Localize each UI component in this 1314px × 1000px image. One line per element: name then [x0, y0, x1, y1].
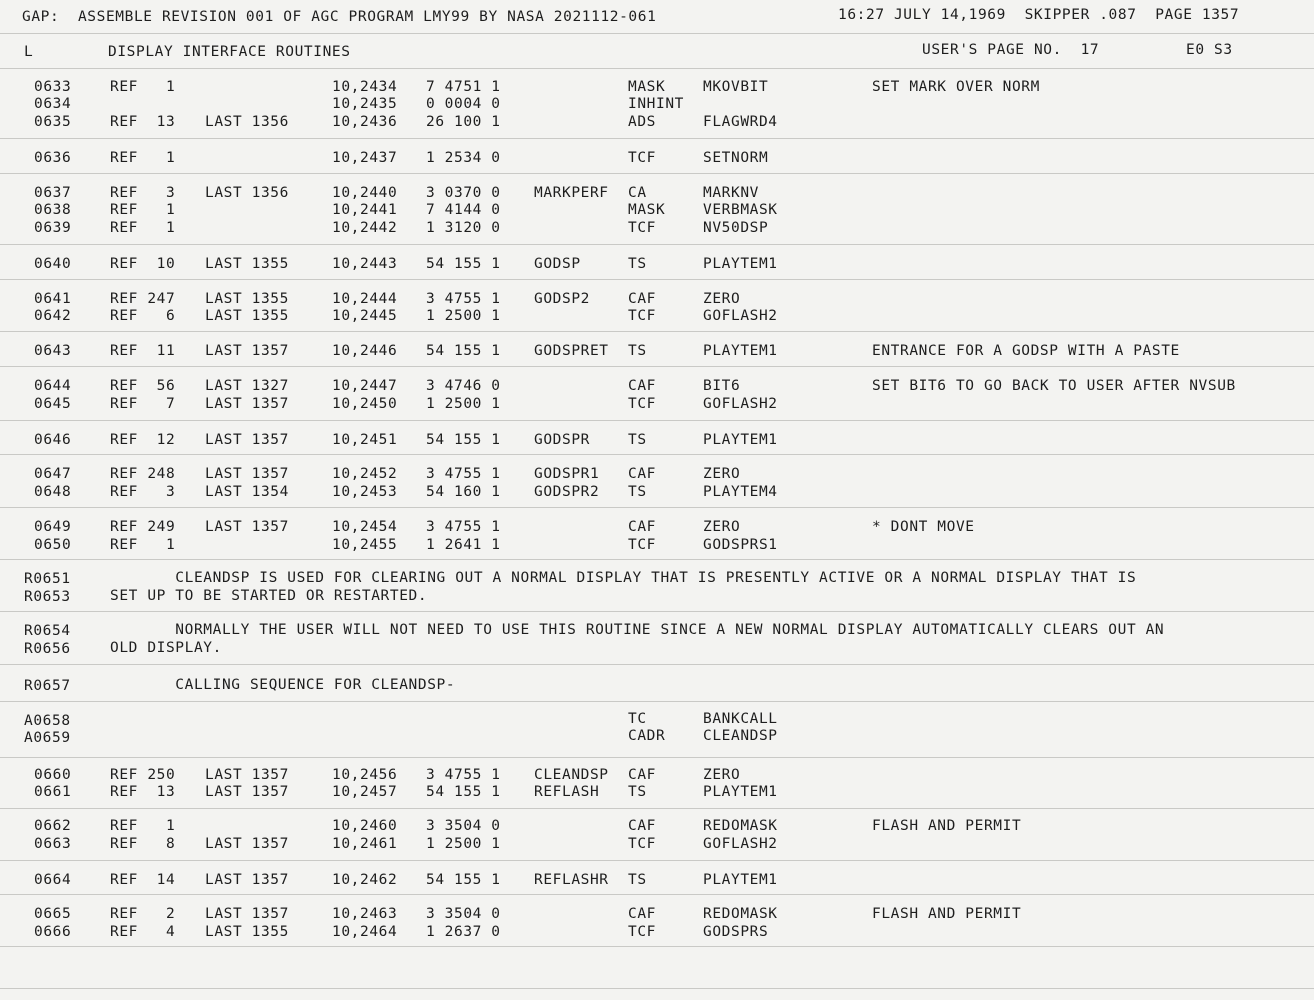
line-addr: 10,2435 — [332, 96, 398, 112]
divider — [0, 33, 1314, 34]
line-comment: * DONT MOVE — [872, 519, 975, 535]
line-last: LAST 1355 — [205, 291, 289, 307]
remark-number: R0653 — [24, 589, 71, 605]
line-operand: PLAYTEM1 — [703, 784, 778, 800]
line-addr: 10,2462 — [332, 872, 398, 888]
line-ref: REF 3 — [110, 484, 176, 500]
line-word: 7 4751 1 — [426, 79, 501, 95]
divider — [0, 331, 1314, 332]
line-last: LAST 1355 — [205, 308, 289, 324]
divider — [0, 559, 1314, 560]
line-operand: PLAYTEM1 — [703, 872, 778, 888]
line-addr: 10,2440 — [332, 185, 398, 201]
line-ref: REF 1 — [110, 150, 176, 166]
line-addr: 10,2461 — [332, 836, 398, 852]
line-num: 0633 — [34, 79, 72, 95]
line-num: 0639 — [34, 220, 72, 236]
line-num: 0647 — [34, 466, 72, 482]
line-num: 0662 — [34, 818, 72, 834]
line-operand: ZERO — [703, 767, 741, 783]
line-ref: REF 11 — [110, 343, 176, 359]
line-word: 1 3120 0 — [426, 220, 501, 236]
line-ref: REF 1 — [110, 537, 176, 553]
line-word: 3 3504 0 — [426, 906, 501, 922]
line-op: ADS — [628, 114, 656, 130]
line-num: 0649 — [34, 519, 72, 535]
line-num: 0645 — [34, 396, 72, 412]
line-op: CA — [628, 185, 647, 201]
remark-number: R0651 — [24, 571, 71, 587]
call-operand: BANKCALL — [703, 711, 778, 727]
remark-number: R0654 — [24, 623, 71, 639]
line-word: 3 4755 1 — [426, 767, 501, 783]
line-operand: PLAYTEM4 — [703, 484, 778, 500]
section-code: E0 S3 — [1186, 42, 1233, 58]
call-number: A0659 — [24, 730, 71, 746]
line-word: 1 2500 1 — [426, 308, 501, 324]
line-label: GODSP2 — [534, 291, 590, 307]
line-addr: 10,2453 — [332, 484, 398, 500]
divider — [0, 420, 1314, 421]
line-operand: GODSPRS1 — [703, 537, 778, 553]
line-operand: FLAGWRD4 — [703, 114, 778, 130]
line-ref: REF 12 — [110, 432, 176, 448]
line-label: GODSPR1 — [534, 466, 600, 482]
line-num: 0664 — [34, 872, 72, 888]
line-word: 54 155 1 — [426, 872, 501, 888]
line-word: 54 155 1 — [426, 432, 501, 448]
line-label: GODSPR2 — [534, 484, 600, 500]
line-op: CAF — [628, 519, 656, 535]
line-ref: REF 248 — [110, 466, 176, 482]
section-marker: L — [24, 44, 34, 60]
line-word: 3 3504 0 — [426, 818, 501, 834]
line-op: TS — [628, 872, 647, 888]
line-op: TS — [628, 484, 647, 500]
line-op: TCF — [628, 220, 656, 236]
line-ref: REF 4 — [110, 924, 176, 940]
divider — [0, 279, 1314, 280]
line-operand: GOFLASH2 — [703, 308, 778, 324]
line-op: CAF — [628, 818, 656, 834]
line-word: 3 4746 0 — [426, 378, 501, 394]
divider — [0, 138, 1314, 139]
line-ref: REF 249 — [110, 519, 176, 535]
line-comment: SET BIT6 TO GO BACK TO USER AFTER NVSUB — [872, 378, 1236, 394]
line-operand: REDOMASK — [703, 818, 778, 834]
divider — [0, 701, 1314, 702]
line-last: LAST 1357 — [205, 836, 289, 852]
line-label: REFLASH — [534, 784, 600, 800]
line-addr: 10,2447 — [332, 378, 398, 394]
line-addr: 10,2434 — [332, 79, 398, 95]
line-op: TS — [628, 343, 647, 359]
line-ref: REF 13 — [110, 114, 176, 130]
line-label: GODSPR — [534, 432, 590, 448]
line-word: 3 0370 0 — [426, 185, 501, 201]
user-page-number: USER'S PAGE NO. 17 — [922, 42, 1100, 58]
line-label: GODSPRET — [534, 343, 609, 359]
line-op: TCF — [628, 537, 656, 553]
line-operand: SETNORM — [703, 150, 769, 166]
line-op: MASK — [628, 79, 666, 95]
line-operand: ZERO — [703, 466, 741, 482]
remark-text: CLEANDSP IS USED FOR CLEARING OUT A NORMAL DISPLAY THAT IS PRESENTLY ACTIVE OR A NORMAL DISPLAY THAT IS — [110, 570, 1137, 586]
line-comment: FLASH AND PERMIT — [872, 906, 1022, 922]
divider — [0, 366, 1314, 367]
line-num: 0646 — [34, 432, 72, 448]
line-last: LAST 1327 — [205, 378, 289, 394]
divider — [0, 611, 1314, 612]
line-ref: REF 250 — [110, 767, 176, 783]
line-addr: 10,2456 — [332, 767, 398, 783]
call-op: TC — [628, 711, 647, 727]
line-ref: REF 1 — [110, 202, 176, 218]
line-word: 54 160 1 — [426, 484, 501, 500]
line-num: 0636 — [34, 150, 72, 166]
line-ref: REF 14 — [110, 872, 176, 888]
line-last: LAST 1357 — [205, 343, 289, 359]
line-operand: MKOVBIT — [703, 79, 769, 95]
line-operand: PLAYTEM1 — [703, 256, 778, 272]
line-operand: PLAYTEM1 — [703, 432, 778, 448]
line-addr: 10,2454 — [332, 519, 398, 535]
line-op: TS — [628, 256, 647, 272]
line-label: MARKPERF — [534, 185, 609, 201]
line-op: CAF — [628, 906, 656, 922]
line-operand: GODSPRS — [703, 924, 769, 940]
line-ref: REF 7 — [110, 396, 176, 412]
line-op: MASK — [628, 202, 666, 218]
line-op: TCF — [628, 150, 656, 166]
line-ref: REF 1 — [110, 79, 176, 95]
line-num: 0650 — [34, 537, 72, 553]
line-last: LAST 1357 — [205, 396, 289, 412]
line-last: LAST 1355 — [205, 256, 289, 272]
remark-text: OLD DISPLAY. — [110, 640, 222, 656]
divider — [0, 68, 1314, 69]
line-op: CAF — [628, 378, 656, 394]
line-op: CAF — [628, 466, 656, 482]
line-word: 54 155 1 — [426, 256, 501, 272]
remark-text: SET UP TO BE STARTED OR RESTARTED. — [110, 588, 428, 604]
line-num: 0642 — [34, 308, 72, 324]
divider — [0, 244, 1314, 245]
line-addr: 10,2442 — [332, 220, 398, 236]
remark-number: R0657 — [24, 678, 71, 694]
line-last: LAST 1356 — [205, 114, 289, 130]
line-op: TCF — [628, 396, 656, 412]
line-ref: REF 6 — [110, 308, 176, 324]
line-operand: ZERO — [703, 291, 741, 307]
line-word: 1 2500 1 — [426, 396, 501, 412]
line-word: 0 0004 0 — [426, 96, 501, 112]
line-num: 0665 — [34, 906, 72, 922]
line-operand: ZERO — [703, 519, 741, 535]
divider — [0, 808, 1314, 809]
line-addr: 10,2437 — [332, 150, 398, 166]
line-num: 0644 — [34, 378, 72, 394]
remark-text: NORMALLY THE USER WILL NOT NEED TO USE THIS ROUTINE SINCE A NEW NORMAL DISPLAY AUTOMATICALLY CLEARS OUT AN — [110, 622, 1165, 638]
line-addr: 10,2464 — [332, 924, 398, 940]
line-num: 0661 — [34, 784, 72, 800]
line-op: TCF — [628, 308, 656, 324]
line-addr: 10,2443 — [332, 256, 398, 272]
line-ref: REF 2 — [110, 906, 176, 922]
divider — [0, 860, 1314, 861]
line-op: INHINT — [628, 96, 684, 112]
line-ref: REF 3 — [110, 185, 176, 201]
divider — [0, 173, 1314, 174]
line-addr: 10,2436 — [332, 114, 398, 130]
line-label: GODSP — [534, 256, 581, 272]
line-last: LAST 1357 — [205, 519, 289, 535]
line-num: 0637 — [34, 185, 72, 201]
line-num: 0641 — [34, 291, 72, 307]
divider — [0, 454, 1314, 455]
divider — [0, 946, 1314, 947]
remark-number: R0656 — [24, 641, 71, 657]
line-num: 0634 — [34, 96, 72, 112]
remark-text: CALLING SEQUENCE FOR CLEANDSP- — [110, 677, 456, 693]
line-operand: GOFLASH2 — [703, 396, 778, 412]
line-word: 1 2500 1 — [426, 836, 501, 852]
line-addr: 10,2457 — [332, 784, 398, 800]
line-ref: REF 56 — [110, 378, 176, 394]
line-comment: ENTRANCE FOR A GODSP WITH A PASTE — [872, 343, 1180, 359]
line-ref: REF 247 — [110, 291, 176, 307]
line-num: 0635 — [34, 114, 72, 130]
header-left: GAP: ASSEMBLE REVISION 001 OF AGC PROGRAM LMY99 BY NASA 2021112-061 — [22, 9, 657, 25]
line-word: 7 4144 0 — [426, 202, 501, 218]
line-num: 0660 — [34, 767, 72, 783]
line-addr: 10,2451 — [332, 432, 398, 448]
line-op: CAF — [628, 767, 656, 783]
line-operand: BIT6 — [703, 378, 741, 394]
line-num: 0638 — [34, 202, 72, 218]
call-number: A0658 — [24, 713, 71, 729]
line-addr: 10,2452 — [332, 466, 398, 482]
line-word: 1 2637 0 — [426, 924, 501, 940]
line-addr: 10,2455 — [332, 537, 398, 553]
divider — [0, 757, 1314, 758]
line-last: LAST 1357 — [205, 466, 289, 482]
line-operand: PLAYTEM1 — [703, 343, 778, 359]
line-op: TS — [628, 432, 647, 448]
line-label: CLEANDSP — [534, 767, 609, 783]
line-ref: REF 8 — [110, 836, 176, 852]
section-title: DISPLAY INTERFACE ROUTINES — [108, 44, 351, 60]
line-addr: 10,2460 — [332, 818, 398, 834]
header-right: 16:27 JULY 14,1969 SKIPPER .087 PAGE 1357 — [838, 7, 1240, 23]
line-ref: REF 13 — [110, 784, 176, 800]
divider — [0, 988, 1314, 989]
call-op: CADR — [628, 728, 666, 744]
line-num: 0648 — [34, 484, 72, 500]
line-addr: 10,2445 — [332, 308, 398, 324]
line-last: LAST 1357 — [205, 784, 289, 800]
line-last: LAST 1357 — [205, 432, 289, 448]
line-ref: REF 1 — [110, 818, 176, 834]
line-last: LAST 1355 — [205, 924, 289, 940]
line-op: TCF — [628, 924, 656, 940]
line-op: TCF — [628, 836, 656, 852]
divider — [0, 507, 1314, 508]
line-ref: REF 10 — [110, 256, 176, 272]
line-op: TS — [628, 784, 647, 800]
line-op: CAF — [628, 291, 656, 307]
line-comment: FLASH AND PERMIT — [872, 818, 1022, 834]
line-num: 0640 — [34, 256, 72, 272]
line-word: 3 4755 1 — [426, 466, 501, 482]
line-num: 0643 — [34, 343, 72, 359]
line-word: 1 2641 1 — [426, 537, 501, 553]
line-operand: GOFLASH2 — [703, 836, 778, 852]
line-last: LAST 1357 — [205, 906, 289, 922]
line-word: 1 2534 0 — [426, 150, 501, 166]
line-word: 3 4755 1 — [426, 291, 501, 307]
line-last: LAST 1357 — [205, 872, 289, 888]
line-operand: MARKNV — [703, 185, 759, 201]
divider — [0, 664, 1314, 665]
line-last: LAST 1354 — [205, 484, 289, 500]
line-last: LAST 1356 — [205, 185, 289, 201]
line-operand: NV50DSP — [703, 220, 769, 236]
line-last: LAST 1357 — [205, 767, 289, 783]
line-num: 0666 — [34, 924, 72, 940]
divider — [0, 894, 1314, 895]
line-word: 26 100 1 — [426, 114, 501, 130]
line-ref: REF 1 — [110, 220, 176, 236]
line-word: 54 155 1 — [426, 784, 501, 800]
line-operand: VERBMASK — [703, 202, 778, 218]
line-comment: SET MARK OVER NORM — [872, 79, 1040, 95]
line-word: 54 155 1 — [426, 343, 501, 359]
line-operand: REDOMASK — [703, 906, 778, 922]
call-operand: CLEANDSP — [703, 728, 778, 744]
line-addr: 10,2450 — [332, 396, 398, 412]
line-word: 3 4755 1 — [426, 519, 501, 535]
line-addr: 10,2444 — [332, 291, 398, 307]
line-num: 0663 — [34, 836, 72, 852]
line-label: REFLASHR — [534, 872, 609, 888]
line-addr: 10,2446 — [332, 343, 398, 359]
line-addr: 10,2463 — [332, 906, 398, 922]
line-addr: 10,2441 — [332, 202, 398, 218]
